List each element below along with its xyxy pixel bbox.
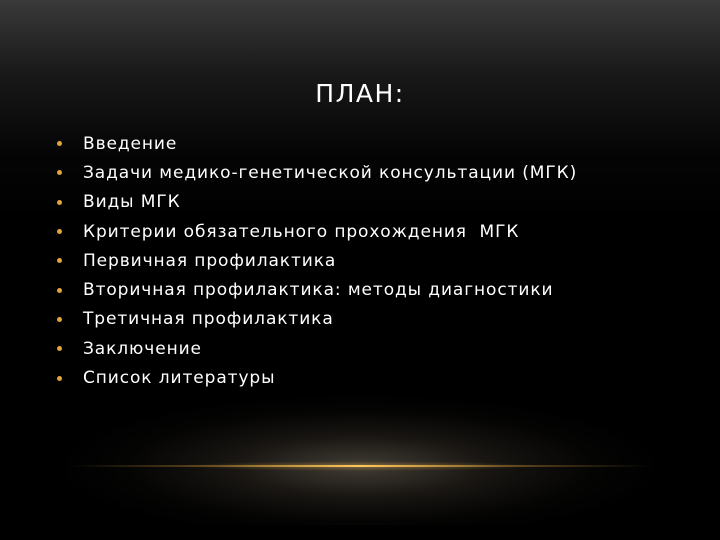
list-item — [57, 158, 577, 187]
bullet-dot-icon — [57, 317, 62, 322]
bottom-glow-halo-decoration — [180, 461, 540, 471]
list-item — [57, 363, 577, 392]
bullet-dot-icon — [57, 376, 62, 381]
list-item — [57, 188, 577, 217]
list-item-text: Вторичная профилактика: методы диагностики — [83, 280, 554, 301]
list-item-text: Первичная профилактика — [83, 250, 337, 271]
list-item-text: Виды МГК — [83, 192, 181, 213]
list-item-text: Заключение — [83, 338, 202, 359]
list-item — [57, 246, 577, 275]
list-item — [57, 217, 577, 246]
bullet-dot-icon — [57, 200, 62, 205]
bullet-dot-icon — [57, 346, 62, 351]
bullet-dot-icon — [57, 141, 62, 146]
list-item — [57, 334, 577, 363]
list-item-text: Задачи медико-генетической консультации (МГК) — [83, 162, 578, 183]
slide-title: ПЛАН: — [315, 79, 405, 108]
list-item-text: Введение — [83, 133, 178, 154]
list-item — [57, 305, 577, 334]
list-item-text: Третичная профилактика — [83, 309, 334, 330]
list-item-text: Список литературы — [83, 368, 276, 389]
bullet-list — [57, 129, 577, 393]
list-item-text: Критерии обязательного прохождения МГК — [83, 221, 520, 242]
bullet-dot-icon — [57, 170, 62, 175]
bullet-dot-icon — [57, 288, 62, 293]
list-item — [57, 275, 577, 304]
bottom-glow-decoration — [60, 395, 660, 525]
bullet-dot-icon — [57, 229, 62, 234]
bottom-glow-line-decoration — [70, 465, 650, 467]
bullet-dot-icon — [57, 258, 62, 263]
list-item — [57, 129, 577, 158]
